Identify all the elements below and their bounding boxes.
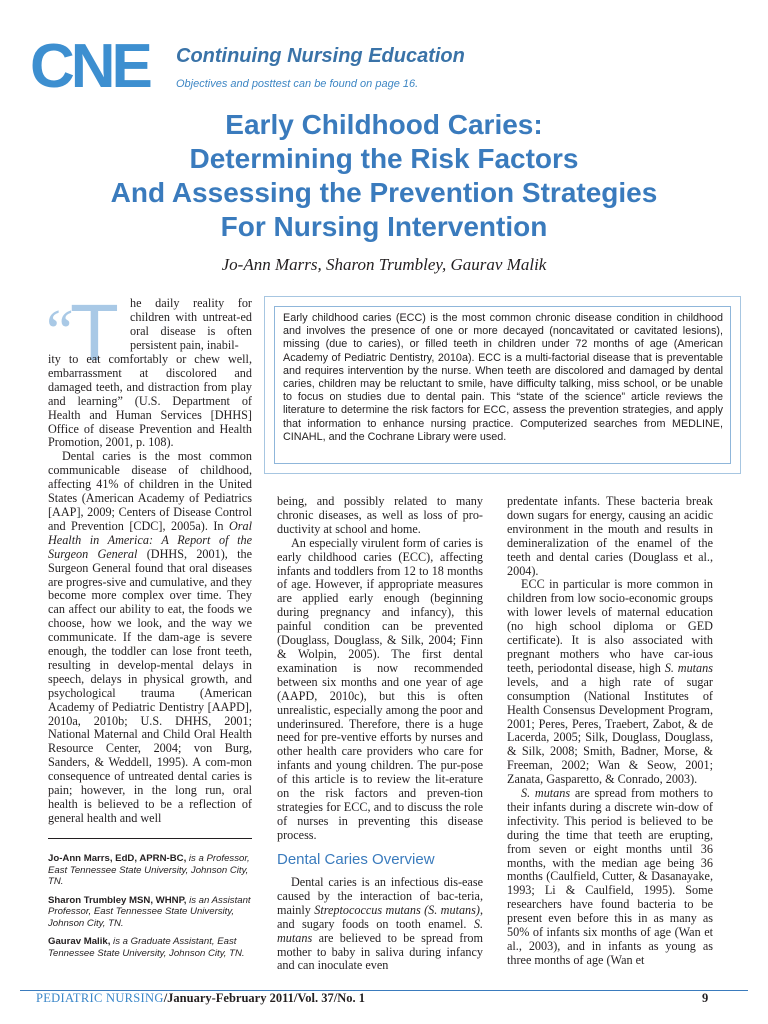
- paragraph-predentate: predentate infants. These bacteria break down sugars for energy, causing an acidic environment in the mouth and results in demineralization of the enamel of the teeth and dental caries (Douglass et al., 2004).: [507, 494, 713, 578]
- paragraph-ecc: An especially virulent form of caries is early childhood caries (ECC), affecting infants and toddlers from 12 to 18 months of age. However, if appropriate measures are applied early enough (beginning during pregnancy and infancy), this painful condition can be prevented (Douglass, Douglass, & Silk, 2004; Finn & Wolpin, 2005). The first dental examination is now recommended between six months and one year of age (AAPD, 2010c), but this is often unrealistic, especially among the poor and underinsured. Therefore, there is a huge need for pre-ventive efforts by nurses and other health care providers who care for infants and young children. The pur-pose of this article is to review the lit-erature on the risk factors and preven-tion strategies for ECC, and to discuss the role of nurses in preventing this disease process.: [277, 535, 483, 842]
- bio-divider: [48, 838, 252, 839]
- text-run: levels, and a high rate of sugar consumption (National Institutes of Health Consensus Development Program, 2001; Peres, Peres, Traebert, Zabot, & de Lacerda, 2005; Silk, Douglass, Douglass, & Silk, 2008; Smith, Badner, Morse, & Freeman, 2002; Wan & Seow, 2001; Zanata, Gasparetto, & Conrado, 2003).: [507, 674, 713, 787]
- column-3: [507, 495, 713, 968]
- species-italic: Streptococcus mutans (S. mutans): [314, 902, 480, 917]
- author-bios: [48, 853, 252, 966]
- species-italic: S. mutans: [277, 916, 483, 945]
- author-bio: [48, 895, 252, 930]
- text-run: Dental caries is an infectious dis-ease caused by the interaction of bac-teria, mainly: [277, 875, 483, 917]
- paragraph-ecc-risk: [507, 578, 713, 787]
- drop-cap-letter: T: [70, 290, 119, 370]
- running-footer: [36, 991, 365, 1006]
- cne-logo: [30, 37, 170, 93]
- section-heading: Dental Caries Overview: [277, 851, 435, 868]
- author-bio-text: is a Professor, East Tennessee State University, Johnson City, TN.: [48, 853, 250, 887]
- author-bio-name: Jo-Ann Marrs, EdD, APRN-BC,: [48, 853, 187, 864]
- author-bio: [48, 853, 252, 888]
- article-title-line: Early Childhood Caries:: [225, 109, 543, 140]
- issue-info: /January-February 2011/Vol. 37/No. 1: [163, 991, 365, 1005]
- author-bio-name: Gaurav Malik,: [48, 936, 111, 947]
- series-note: Objectives and posttest can be found on page 16.: [176, 78, 419, 90]
- report-title-italic: Oral Health in America: A Report of the Surgeon General: [48, 518, 252, 561]
- paragraph-continued: being, and possibly related to many chronic diseases, as well as loss of pro-ductivity at school and home.: [277, 494, 483, 536]
- species-italic: S. mutans: [521, 786, 571, 801]
- author-byline: Jo-Ann Marrs, Sharon Trumbley, Gaurav Malik: [221, 255, 547, 274]
- article-title: [20, 108, 748, 244]
- column-1: [48, 353, 252, 826]
- page-number: 9: [702, 991, 709, 1005]
- column-2-section: [277, 876, 483, 973]
- column-2: [277, 495, 483, 843]
- author-bio: [48, 936, 252, 959]
- intro-paragraph: ity to eat comfortably or chew well, embarrassment at discolored and damaged teeth, and distraction from play and learning” (U.S. Department of Health and Human Services [DHHS] Office of disease Prevention and Health Promotion, 2001, p. 108).: [48, 352, 252, 450]
- abstract-text: Early childhood caries (ECC) is the most common chronic disease condition in childhood and involves the presence of one or more decayed (noncavitated or cavitated lesions), missing (due to caries), or filled teeth in children under 72 months of age (American Academy of Pediatric Dentistry, 2010a). ECC is a multi-factorial disease that is preventable and requires intervention by the nurse. When teeth are discolored and damaged by dental caries, children may be reluctant to smile, have difficulty talking, miss school, or be unable to focus on studies due to dental pain. This “state of the science” article reviews the literature to determine the risk factors for ECC, assess the prevention strategies, and apply that information to enhance nursing practice. Computerized searches from MEDLINE, CINAHL, and the Cochrane Library were used.: [283, 312, 723, 443]
- species-italic: S. mutans: [664, 660, 713, 675]
- author-bio-text: is a Graduate Assistant, East Tennessee State University, Johnson City, TN.: [48, 936, 245, 959]
- paragraph-transmission: [507, 787, 713, 968]
- series-title: Continuing Nursing Education: [176, 45, 465, 67]
- text-run: , and sugary foods on tooth enamel.: [277, 902, 483, 931]
- cne-logo-text: CNE: [30, 37, 149, 93]
- paragraph-dental-caries: [48, 450, 252, 825]
- text-run: (DHHS, 2001), the Surgeon General found that oral diseases are progres-sive and cumulative, and they become more complex over time. They can affect our ability to eat, the foods we choose, how we look, and the way we communicate. If the dam-age is severe enough, the toddler can lose front teeth, resulting in develop-mental delays in speech, delays in physical growth, and psychological trauma (American Academy of Pediatric Dentistry [AAPD], 2010a, 2010b; U.S. DHHS, 2001; National Maternal and Child Oral Health Resource Center, 2004; von Burg, Sanders, & Weddell, 1995). A com-mon consequence of untreated dental caries is pain; however, in the long run, oral health is believed to be a reflection of general health and well: [48, 546, 252, 825]
- author-bio-name: Sharon Trumbley MSN, WHNP,: [48, 894, 187, 906]
- paragraph-overview: [277, 876, 483, 973]
- text-run: Dental caries is the most common communicable disease of childhood, affecting 41% of children in the United States (American Academy of Pediatrics [AAP], 2009; Centers of Disease Control and Prevention [CDC], 2005a). In: [48, 449, 252, 533]
- journal-name: PEDIATRIC NURSING: [36, 991, 164, 1005]
- text-run: ECC in particular is more common in children from low socio-economic groups with lower levels of maternal education (no high school diploma or GED certificate). It is also associated with pregnant mothers who have car-ious teeth, periodontal disease, high: [507, 577, 713, 675]
- article-title-line: Determining the Risk Factors: [189, 143, 579, 174]
- intro-lead-text: he daily reality for children with untreat-ed oral disease is often persistent pain, inabil-: [130, 296, 252, 352]
- text-run: are spread from mothers to their infants during a discrete win-dow of infectivity. This period is believed to be during the time that teeth are erupting, from seven or eight months until 36 months, with the median age being 36 months (Caulfield, Cutter, & Dasanayake, 1993; Li & Caulfield, 1995). Some researchers have found bacteria to be present even before this in as many as 50% of infants six months of age (Wan et al., 2003), and in infants as young as three months of age (Wan et: [507, 786, 713, 967]
- text-run: are believed to be spread from mother to baby in saliva during infancy and can inoculate even: [277, 930, 483, 973]
- author-bio-text: is an Assistant Professor, East Tennessee State University, Johnson City, TN.: [48, 894, 251, 929]
- drop-cap-quote: “: [40, 298, 75, 366]
- article-title-line: And Assessing the Prevention Strategies: [110, 177, 658, 208]
- article-title-line: For Nursing Intervention: [220, 211, 548, 242]
